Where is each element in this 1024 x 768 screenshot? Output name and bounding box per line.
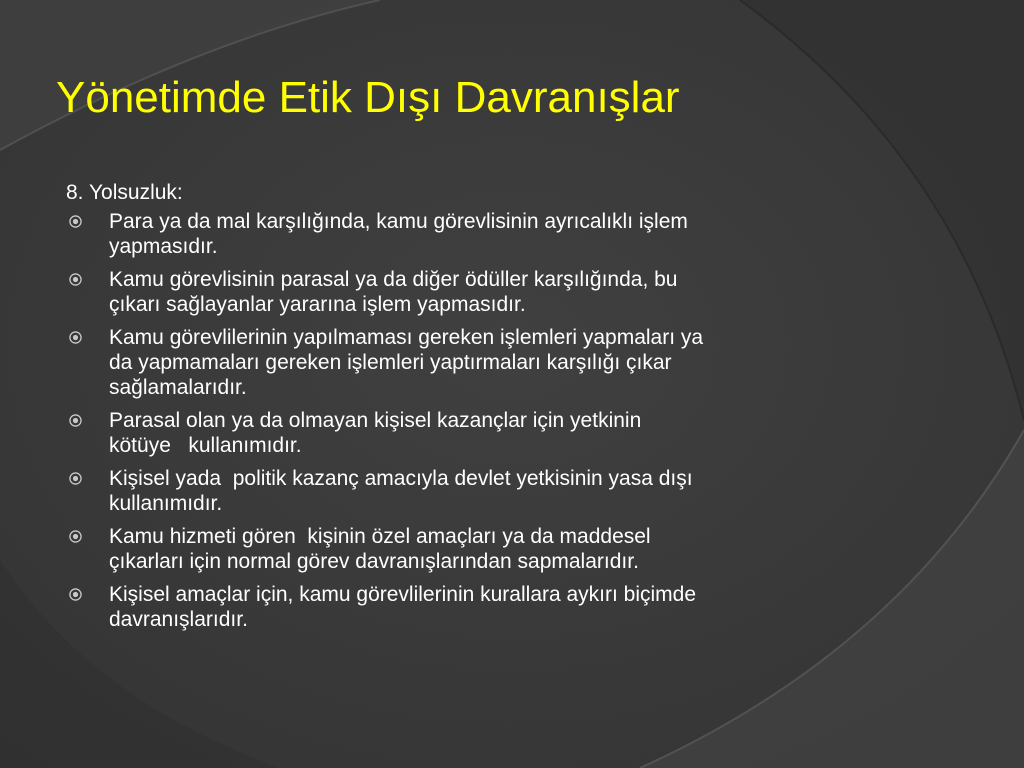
target-bullet-icon [69, 472, 82, 485]
bullet-line: Kamu görevlisinin parasal ya da diğer ödüller karşılığında, bu [109, 268, 678, 291]
target-bullet-icon [69, 414, 82, 427]
bullet-line: sağlamalarıdır. [109, 376, 247, 399]
bullet-line: kullanımıdır. [109, 492, 223, 515]
slide-title: Yönetimde Etik Dışı Davranışlar [56, 73, 680, 122]
bullet-line: Kişisel amaçlar için, kamu görevlilerinin kurallara aykırı biçimde [109, 583, 697, 606]
bullet-line: da yapmamaları gereken işlemleri yaptırmaları karşılığı çıkar [109, 351, 672, 374]
target-bullet-icon [69, 588, 82, 601]
section-heading: 8. Yolsuzluk: [66, 181, 183, 204]
bullet-line: Kişisel yada politik kazanç amacıyla devlet yetkisinin yasa dışı [109, 467, 693, 490]
slide-content [66, 180, 886, 640]
target-bullet-icon [69, 215, 82, 228]
bullet-item [66, 524, 886, 574]
bullet-item [66, 267, 886, 317]
bullet-item [66, 466, 886, 516]
bullet-line: çıkarı sağlayanlar yararına işlem yapmasıdır. [109, 293, 526, 316]
bullet-line: Kamu hizmeti gören kişinin özel amaçları ya da maddesel [109, 525, 651, 548]
bullet-line: Parasal olan ya da olmayan kişisel kazançlar için yetkinin [109, 409, 642, 432]
bullet-item [66, 582, 886, 632]
bullet-line: çıkarları için normal görev davranışlarından sapmalarıdır. [109, 550, 639, 573]
bullet-item [66, 408, 886, 458]
bullet-item [66, 325, 886, 400]
bullet-line: kötüye kullanımıdır. [109, 434, 302, 457]
bullet-line: davranışlarıdır. [109, 608, 248, 631]
bullet-line: Kamu görevlilerinin yapılmaması gereken işlemleri yapmaları ya [109, 326, 704, 349]
bullet-line: yapmasıdır. [109, 235, 218, 258]
bullet-line: Para ya da mal karşılığında, kamu görevlisinin ayrıcalıklı işlem [109, 210, 688, 233]
target-bullet-icon [69, 273, 82, 286]
target-bullet-icon [69, 331, 82, 344]
bullet-list [66, 209, 886, 632]
bullet-item [66, 209, 886, 259]
target-bullet-icon [69, 530, 82, 543]
